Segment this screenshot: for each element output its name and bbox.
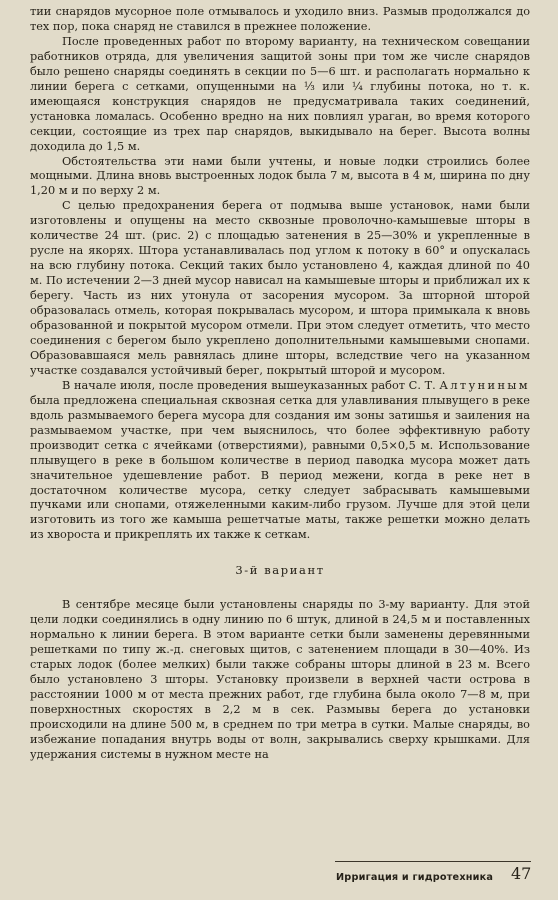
author-name: Алтуниным	[439, 378, 530, 392]
paragraph-2: После проведенных работ по второму варианту, на техническом совещании работников отряда, для увеличения защитой зоны при том же числе снарядов было решено снаряды соединять в секции по 5—6 шт. и располагать нормально к линии берега с сетками, опущенными на ⅓ или ¼ глубины потока, но т. к. имеющаяся конструкция снарядов не предусматривала таких соединений, установка ломалась. Особенно вредно на них повлиял ураган, во время которого секции, состоящие из трех пар снарядов, выкидывало на берег. Высота волны доходила до 1,5 м.	[30, 34, 530, 153]
paragraph-5-body: была предложена специальная сквозная сетка для улавливания плывущего в реке вдоль размываемого берега мусора для создания им зоны затишья и заиления на размываемом участке, при чем выяснилось, что более эффективную работу производит сетка с ячейками (отверстиями), равными 0,5×0,5 м. Использование плывущего в реке в большом количестве в период паводка мусора может дать значительное удешевление работ. В период межени, когда в реке нет в достаточном количестве мусора, сетку следует забрасывать камышевыми пучками или снопами, отяжеленными каким-либо грузом. Лучше для этой цели изготовить из того же камыша решетчатые маты, также решетки можно делать из хвороста и прикреплять их также к сеткам.	[30, 393, 530, 542]
paragraph-5-intro: В начале июля, после проведения вышеуказанных работ С. Т.	[62, 378, 440, 392]
paragraph-3: Обстоятельства эти нами были учтены, и новые лодки строились более мощными. Длина вновь выстроенных лодок была 7 м, высота в 4 м, ширина по дну 1,20 м и по верху 2 м.	[30, 154, 530, 198]
paragraph-5	[30, 379, 530, 543]
page-number: 47	[511, 864, 532, 883]
paragraph-1: тии снарядов мусорное поле отмывалось и уходило вниз. Размыв продолжался до тех пор, пока снаряд не ставился в прежнее положение.	[30, 5, 530, 33]
page-body	[30, 5, 530, 763]
section-heading: 3-й вариант	[235, 563, 325, 578]
journal-title: Ирригация и гидротехника	[336, 872, 494, 883]
footer-rule	[335, 861, 531, 862]
paragraph-6: В сентябре месяце были установлены снаряды по 3-му варианту. Для этой цели лодки соединялись в одну линию по 6 штук, длиной в 24,5 м и поставленных нормально к линии берега. В этом варианте сетки были заменены деревянными решетками по типу ж.-д. снеговых щитов, с затенением площади в 30—40%. Из старых лодок (более мелких) были также собраны шторы длиной в 23 м. Всего было установлено 3 шторы. Установку произвели в верхней части острова в расстоянии 1000 м от места прежних работ, где глубина была около 7—8 м, при поверхностных скоростях в 2,2 м в сек. Размывы берега до установки происходили на длине 500 м, в среднем по три метра в сутки. Малые снаряды, во избежание попадания внутрь воды от волн, закрывались сверху крышками. Для удержания системы в нужном месте на	[30, 598, 530, 761]
page-footer	[0, 858, 558, 888]
paragraph-4: С целью предохранения берега от подмыва выше установок, нами были изготовлены и опущены на место сквозные проволочно-камышевые шторы в количестве 24 шт. (рис. 2) с площадью затенения в 25—30% и укрепленные в русле на якорях. Штора устанавливалась под углом к потоку в 60° и опускалась на всю глубину потока. Секций таких было установлено 4, каждая длиной по 40 м. По истечении 2—3 дней мусор нависал на камышевые шторы и приближал их к берегу. Часть из них утонула от засорения мусором. За шторной шторой образовалась отмель, которая покрывалась мусором, и штора примыкала к вновь образованной и покрытой мусором отмели. При этом следует отметить, что место соединения с берегом было укреплено дополнительными камышевыми снопами. Образовавшаяся мель равнялась длине шторы, вследствие чего на указанном участке создавался устойчивый берег, покрытый шторой и мусором.	[30, 199, 530, 377]
